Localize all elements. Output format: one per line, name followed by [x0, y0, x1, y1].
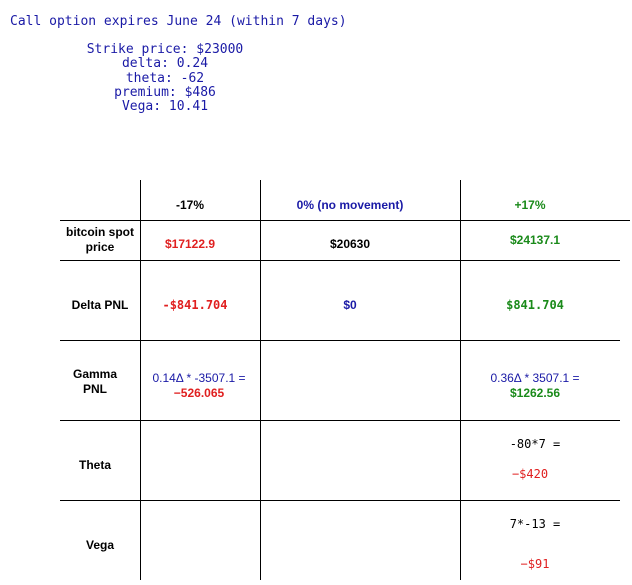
- gamma-up-result: $1262.56: [509, 386, 561, 400]
- gamma-up-formula: 0.36Δ * 3507.1 =: [490, 371, 580, 385]
- row-label-spot-line1: bitcoin spot: [66, 225, 134, 239]
- row-label-delta: Delta PNL: [71, 297, 129, 312]
- theta-up-formula: -80*7 =: [509, 437, 561, 451]
- premium-text: premium: $486: [114, 85, 216, 100]
- row-label-gamma-line1: Gamma: [72, 367, 118, 381]
- header-down: -17%: [175, 197, 204, 212]
- theta-up-result: −$420: [511, 467, 549, 481]
- theta-text: theta: -62: [125, 71, 205, 86]
- spot-flat-value: $20630: [329, 236, 371, 251]
- gamma-down-result: −526.065: [173, 386, 225, 400]
- grid-hline-1: [60, 220, 630, 221]
- grid-hline-3: [60, 340, 620, 341]
- grid-hline-4: [60, 420, 620, 421]
- row-label-spot-line2: price: [85, 240, 115, 254]
- strike-price-text: Strike price: $23000: [86, 42, 244, 57]
- row-label-gamma-line2: PNL: [83, 382, 107, 396]
- gamma-down-cell: [140, 371, 258, 401]
- vega-text: Vega: 10.41: [121, 99, 209, 114]
- spot-up-value: $24137.1: [509, 232, 561, 247]
- page-title: Call option expires June 24 (within 7 days): [10, 14, 347, 29]
- row-label-theta: Theta: [78, 457, 111, 472]
- delta-down-value: -$841.704: [162, 297, 228, 312]
- gamma-up-cell: [460, 371, 610, 401]
- delta-text: delta: 0.24: [121, 56, 209, 71]
- gamma-down-formula: 0.14Δ * -3507.1 =: [152, 371, 246, 385]
- spot-down-value: $17122.9: [164, 236, 216, 251]
- vega-up-formula: 7*-13 =: [509, 517, 561, 531]
- delta-up-value: $841.704: [506, 297, 564, 312]
- header-flat: 0% (no movement): [296, 197, 404, 212]
- grid-hline-5: [60, 500, 620, 501]
- grid-hline-2: [60, 260, 620, 261]
- vega-up-result: −$91: [520, 557, 550, 571]
- row-label-gamma: [60, 362, 130, 402]
- header-up: +17%: [514, 197, 546, 212]
- delta-flat-value: $0: [343, 297, 357, 312]
- row-label-spot: [60, 222, 140, 258]
- row-label-vega: Vega: [85, 537, 115, 552]
